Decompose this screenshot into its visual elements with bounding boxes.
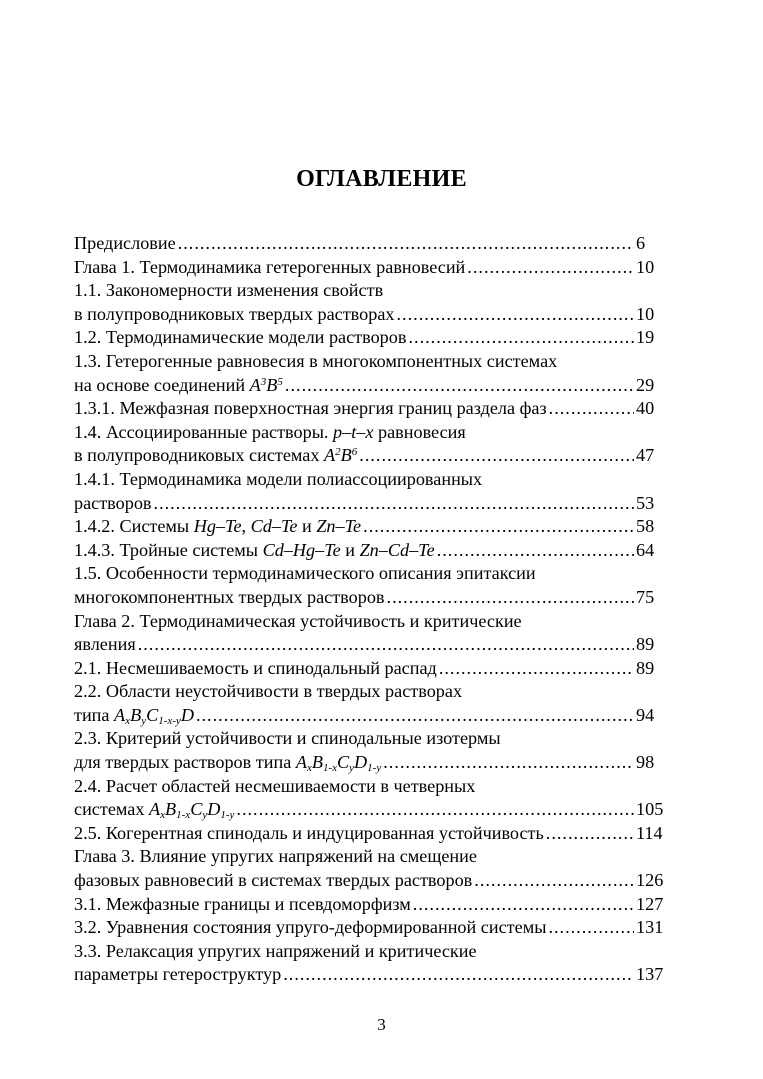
toc-entry-text: на основе соединений $A^3B^5$ — [74, 374, 283, 395]
toc-leader — [283, 963, 634, 987]
table-of-contents — [74, 232, 670, 987]
toc-page: 75 — [636, 586, 655, 607]
toc-leader — [548, 916, 634, 940]
toc-entry — [74, 492, 670, 516]
toc-entry-line: 1.4.1. Термодинамика модели полиассоциированных — [74, 468, 483, 489]
toc-entry-line: 1.1. Закономерности изменения свойств — [74, 280, 384, 301]
toc-leader — [413, 893, 634, 917]
toc-leader — [437, 539, 634, 563]
page-number: 3 — [377, 1015, 386, 1034]
toc-entry — [74, 444, 670, 468]
toc-entry — [74, 963, 670, 987]
toc-entry-text: Глава 1. Термодинамика гетерогенных равновесий — [74, 256, 466, 277]
toc-entry-line: 1.5. Особенности термодинамического описания эпитаксии — [74, 563, 536, 584]
toc-leader — [236, 798, 634, 822]
toc-entry — [74, 751, 670, 775]
toc-leader — [549, 397, 634, 421]
toc-leader — [383, 751, 634, 775]
toc-page: 114 — [636, 822, 663, 843]
toc-entry-text: в полупроводниковых твердых растворах — [74, 303, 395, 324]
toc-entry — [74, 822, 670, 846]
toc-leader — [397, 303, 635, 327]
toc-entry-text: 1.2. Термодинамические модели растворов — [74, 327, 407, 348]
toc-entry — [74, 374, 670, 398]
toc-leader — [363, 515, 634, 539]
toc-page: 19 — [636, 327, 655, 348]
page-title: ОГЛАВЛЕНИЕ — [296, 166, 467, 192]
toc-leader — [138, 633, 634, 657]
toc-entry — [74, 704, 670, 728]
toc-page: 137 — [636, 964, 664, 985]
toc-entry — [74, 586, 670, 610]
toc-entry — [74, 256, 670, 280]
toc-entry-text: фазовых равновесий в системах твердых растворов — [74, 870, 473, 891]
toc-entry — [74, 893, 670, 917]
toc-page: 53 — [636, 492, 655, 513]
toc-entry-text: для твердых растворов типа $A_xB_{1-x}C_yD_{1-y}$ — [74, 752, 382, 775]
toc-entry-line: Глава 3. Влияние упругих напряжений на смещение — [74, 846, 477, 867]
toc-page: 6 — [636, 233, 646, 253]
toc-page: 10 — [636, 256, 655, 277]
toc-page: 58 — [636, 516, 655, 537]
toc-entry — [74, 869, 670, 893]
toc-page: 127 — [636, 893, 664, 914]
toc-entry — [74, 515, 670, 539]
toc-page: 126 — [636, 870, 664, 891]
toc-page: 98 — [636, 752, 655, 773]
toc-entry-text: системах $A_xB_{1-x}C_yD_{1-y}$ — [74, 799, 235, 822]
toc-entry-text: 1.3.1. Межфазная поверхностная энергия границ раздела фаз — [74, 398, 547, 419]
toc-page: 94 — [636, 704, 655, 725]
toc-page: 64 — [636, 539, 655, 560]
toc-page: 29 — [636, 374, 655, 395]
toc-entry-line: 1.4. Ассоциированные растворы. p–t–x равновесия — [74, 421, 466, 442]
toc-entry — [74, 798, 670, 822]
toc-page: 131 — [636, 917, 664, 938]
toc-entry — [74, 397, 670, 421]
toc-leader — [178, 232, 634, 256]
toc-page: 89 — [636, 634, 655, 655]
toc-entry-text: растворов — [74, 492, 152, 513]
toc-entry-text: Предисловие — [74, 233, 176, 253]
toc-leader — [154, 492, 634, 516]
toc-entry — [74, 539, 670, 563]
toc-entry — [74, 326, 670, 350]
toc-entry-text: 3.2. Уравнения состояния упруго-деформированной системы — [74, 917, 547, 938]
toc-leader — [359, 444, 634, 468]
toc-page: 40 — [636, 398, 655, 419]
toc-leader — [408, 326, 634, 350]
toc-page: 10 — [636, 303, 655, 324]
toc-entry — [74, 232, 670, 256]
toc-entry-line: Глава 2. Термодинамическая устойчивость и критические — [74, 610, 522, 631]
toc-leader — [285, 374, 634, 398]
toc-entry — [74, 303, 670, 327]
toc-leader — [467, 256, 634, 280]
toc-entry-text: 3.1. Межфазные границы и псевдоморфизм — [74, 893, 411, 914]
toc-entry-line: 2.2. Области неустойчивости в твердых растворах — [74, 681, 463, 702]
toc-entry — [74, 657, 670, 681]
toc-entry-text: 2.5. Когерентная спинодаль и индуцированная устойчивость — [74, 822, 544, 843]
toc-entry-text: явления — [74, 634, 136, 655]
toc-entry-text: 1.4.3. Тройные системы Cd–Hg–Te и Zn–Cd–Te — [74, 539, 435, 560]
toc-entry-line: 2.3. Критерий устойчивости и спинодальные изотермы — [74, 728, 501, 749]
toc-entry-line: 1.3. Гетерогенные равновесия в многокомпонентных системах — [74, 350, 558, 371]
toc-entry-text: типа $A_xB_yC_{1-x-y}D$ — [74, 704, 194, 727]
toc-leader — [546, 822, 634, 846]
toc-entry — [74, 916, 670, 940]
toc-page: 47 — [636, 445, 655, 466]
toc-entry — [74, 633, 670, 657]
toc-entry-text: 1.4.2. Системы Hg–Te, Cd–Te и Zn–Te — [74, 516, 362, 537]
toc-leader — [196, 704, 634, 728]
toc-entry-text: в полупроводниковых системах $A^2B^6$ — [74, 445, 358, 466]
toc-page: 105 — [636, 799, 664, 820]
toc-entry-text: многокомпонентных твердых растворов — [74, 586, 385, 607]
toc-entry-line: 3.3. Релаксация упругих напряжений и критические — [74, 940, 477, 961]
toc-entry-text: параметры гетероструктур — [74, 964, 282, 985]
toc-entry-text: 2.1. Несмешиваемость и спинодальный распад — [74, 657, 437, 678]
toc-entry-line: 2.4. Расчет областей несмешиваемости в четверных — [74, 775, 476, 796]
toc-leader — [439, 657, 634, 681]
toc-page: 89 — [636, 657, 655, 678]
toc-leader — [387, 586, 634, 610]
toc-leader — [474, 869, 634, 893]
